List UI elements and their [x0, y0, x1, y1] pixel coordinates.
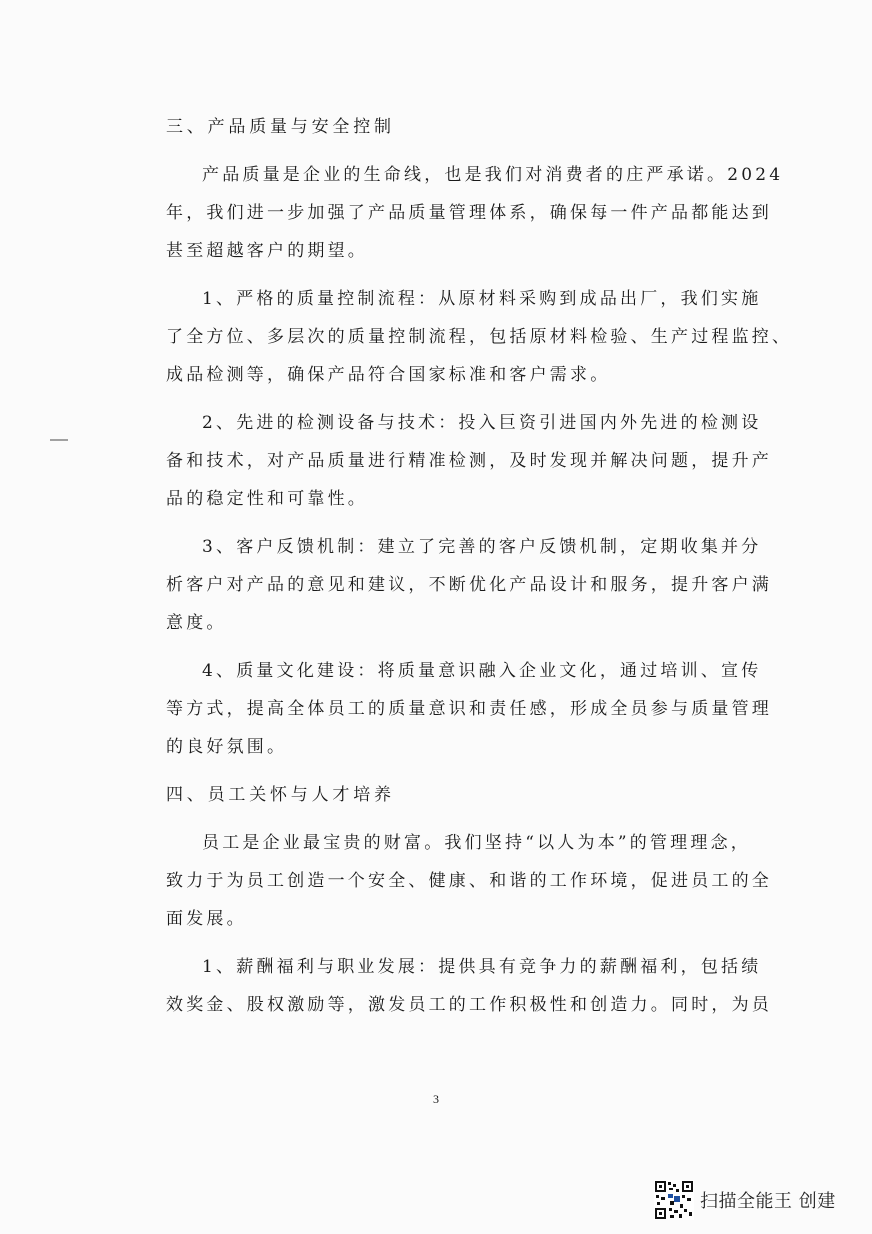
text-line: 等方式，提高全体员工的质量意识和责任感，形成全员参与质量管理 — [166, 699, 772, 719]
text-line: 4、质量文化建设：将质量意识融入企业文化，通过培训、宣传 — [202, 661, 762, 681]
scanner-watermark — [654, 1180, 836, 1220]
text-line: 年，我们进一步加强了产品质量管理体系，确保每一件产品都能达到 — [166, 203, 772, 223]
text-line: 效奖金、股权激励等，激发员工的工作积极性和创造力。同时，为员 — [166, 995, 772, 1015]
text-line: 2、先进的检测设备与技术：投入巨资引进国内外先进的检测设 — [202, 413, 762, 433]
document-body — [166, 108, 793, 1024]
watermark-label: 扫描全能王 创建 — [700, 1191, 836, 1212]
page-number: 3 — [433, 1092, 439, 1106]
text-line: 的良好氛围。 — [166, 737, 288, 757]
text-line: 致力于为员工创造一个安全、健康、和谐的工作环境，促进员工的全 — [166, 871, 772, 891]
text-line: 3、客户反馈机制：建立了完善的客户反馈机制，定期收集并分 — [202, 537, 762, 557]
text-line: 1、薪酬福利与职业发展：提供具有竞争力的薪酬福利，包括绩 — [202, 957, 762, 977]
text-line: 析客户对产品的意见和建议，不断优化产品设计和服务，提升客户满 — [166, 575, 772, 595]
text-line: 了全方位、多层次的质量控制流程，包括原材料检验、生产过程监控、 — [166, 327, 793, 347]
section-heading: 三、产品质量与安全控制 — [166, 117, 395, 137]
scan-mark — [50, 439, 68, 441]
text-line: 面发展。 — [166, 909, 247, 929]
text-line: 备和技术，对产品质量进行精准检测，及时发现并解决问题，提升产 — [166, 451, 772, 471]
text-line: 产品质量是企业的生命线，也是我们对消费者的庄严承诺。2024 — [202, 165, 784, 185]
text-line: 甚至超越客户的期望。 — [166, 241, 368, 261]
text-line: 成品检测等，确保产品符合国家标准和客户需求。 — [166, 365, 611, 385]
qr-code-icon — [654, 1180, 694, 1220]
text-line: 意度。 — [166, 613, 227, 633]
text-line: 1、严格的质量控制流程：从原材料采购到成品出厂，我们实施 — [202, 289, 762, 309]
text-line: 员工是企业最宝贵的财富。我们坚持“以人为本”的管理理念， — [202, 833, 751, 853]
section-heading: 四、员工关怀与人才培养 — [166, 785, 395, 805]
text-line: 品的稳定性和可靠性。 — [166, 489, 368, 509]
